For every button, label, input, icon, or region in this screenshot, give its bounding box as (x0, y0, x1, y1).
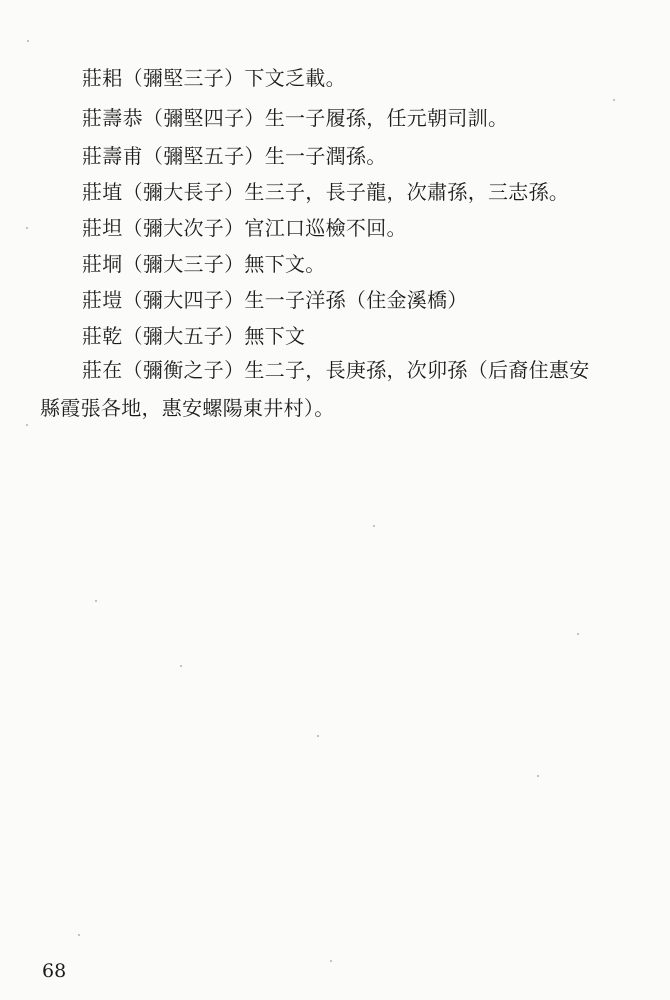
genealogy-entry-zhuang-zai-continued: 縣霞張各地，惠安螺陽東井村）。 (40, 396, 335, 420)
scan-speck (26, 424, 28, 426)
genealogy-entry-zhuang-kai: 莊塏（彌大四子）生一子洋孫（住金溪橋） (82, 288, 468, 312)
page-number: 68 (42, 960, 67, 982)
scan-speck (180, 665, 182, 667)
scan-speck (95, 600, 97, 602)
genealogy-entry-zhuang-shoufu: 莊壽甫（彌堅五子）生一子潤孫。 (82, 144, 387, 168)
genealogy-entry-zhuang-si: 莊耜（彌堅三子）下文乏載。 (82, 66, 346, 90)
scan-speck (330, 960, 332, 962)
genealogy-entry-zhuang-jiong: 莊垌（彌大三子）無下文。 (82, 252, 326, 276)
scan-speck (537, 775, 539, 777)
genealogy-entry-zhuang-zai: 莊在（彌衡之子）生二子，長庚孫，次卯孫（后裔住惠安 (82, 358, 590, 382)
scan-speck (78, 934, 80, 936)
genealogy-entry-zhuang-zhi: 莊埴（彌大長子）生三子，長子龍，次肅孫，三志孫。 (82, 180, 570, 204)
genealogy-entry-zhuang-tan: 莊坦（彌大次子）官江口巡檢不回。 (82, 216, 407, 240)
genealogy-entry-zhuang-shougong: 莊壽恭（彌堅四子）生一子履孫，任元朝司訓。 (82, 106, 509, 130)
scan-speck (27, 40, 29, 42)
scan-speck (317, 735, 319, 737)
scan-speck (26, 227, 28, 229)
scan-speck (613, 99, 615, 101)
scan-speck (373, 525, 375, 527)
genealogy-entry-zhuang-qian: 莊乾（彌大五子）無下文 (82, 324, 306, 348)
scan-speck (577, 633, 579, 635)
